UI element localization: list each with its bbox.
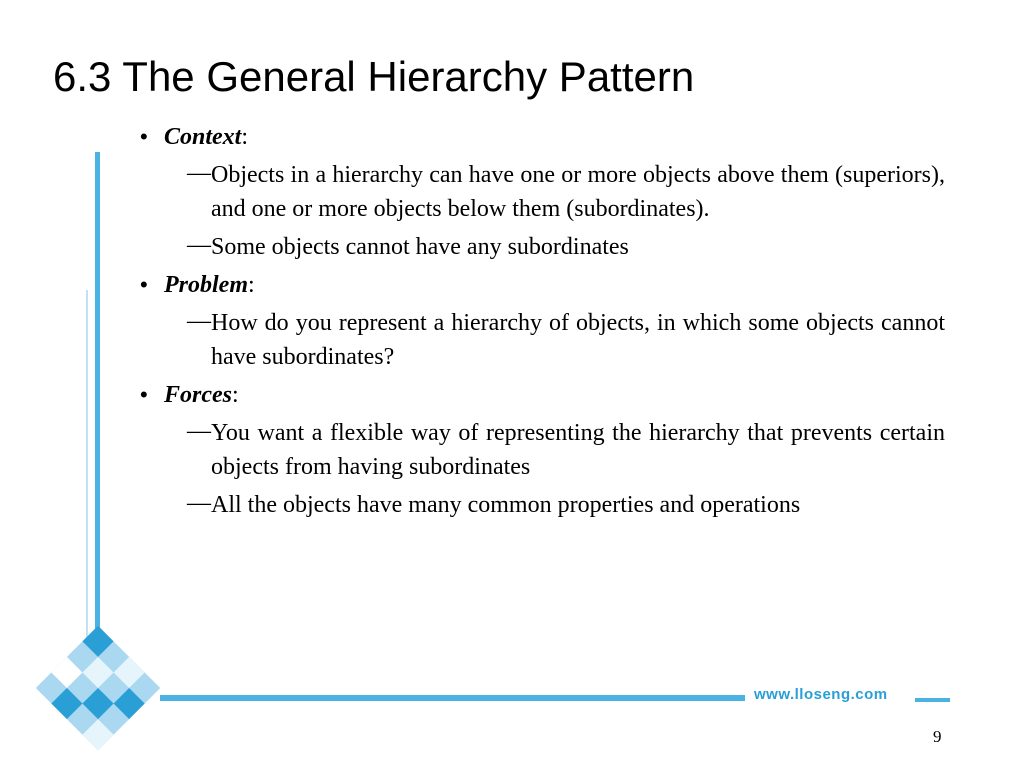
sub-item (140, 230, 945, 264)
sub-item (140, 306, 945, 374)
dash-marker: — (187, 418, 211, 444)
sub-item (140, 488, 945, 522)
slide-content (140, 116, 945, 522)
bullet-term: Context (164, 124, 242, 150)
dash-marker: — (187, 490, 211, 516)
bullet-term: Problem (164, 272, 248, 298)
bullet-problem (140, 268, 945, 302)
bullet-dot: • (140, 124, 148, 149)
slide-title: 6.3 The General Hierarchy Pattern (53, 53, 695, 100)
sub-item-text: How do you represent a hierarchy of objects, in which some objects cannot have subordinates? (211, 310, 945, 370)
sub-item-text: Some objects cannot have any subordinates (211, 234, 629, 260)
bullet-context (140, 120, 945, 154)
sub-item-text: All the objects have many common properties and operations (211, 492, 801, 518)
dash-marker: — (187, 308, 211, 334)
bullet-colon: : (241, 124, 249, 150)
bullet-colon: : (248, 272, 255, 298)
bullet-forces (140, 378, 945, 412)
bullet-dot: • (140, 272, 148, 297)
sub-item (140, 416, 945, 484)
bullet-term: Forces (164, 382, 232, 408)
sub-item-text: Objects in a hierarchy can have one or more objects above them (superiors), and one or more objects below them (subordinates). (211, 162, 945, 222)
dash-marker: — (187, 232, 211, 258)
page-number: 9 (933, 727, 942, 746)
dash-marker: — (187, 160, 211, 186)
footer-url: www.lloseng.com (754, 686, 888, 703)
sub-item-text: You want a flexible way of representing the hierarchy that prevents certain objects from having subordinates (211, 420, 945, 480)
bullet-dot: • (140, 382, 148, 407)
sub-item (140, 158, 945, 226)
bullet-colon: : (232, 382, 239, 408)
